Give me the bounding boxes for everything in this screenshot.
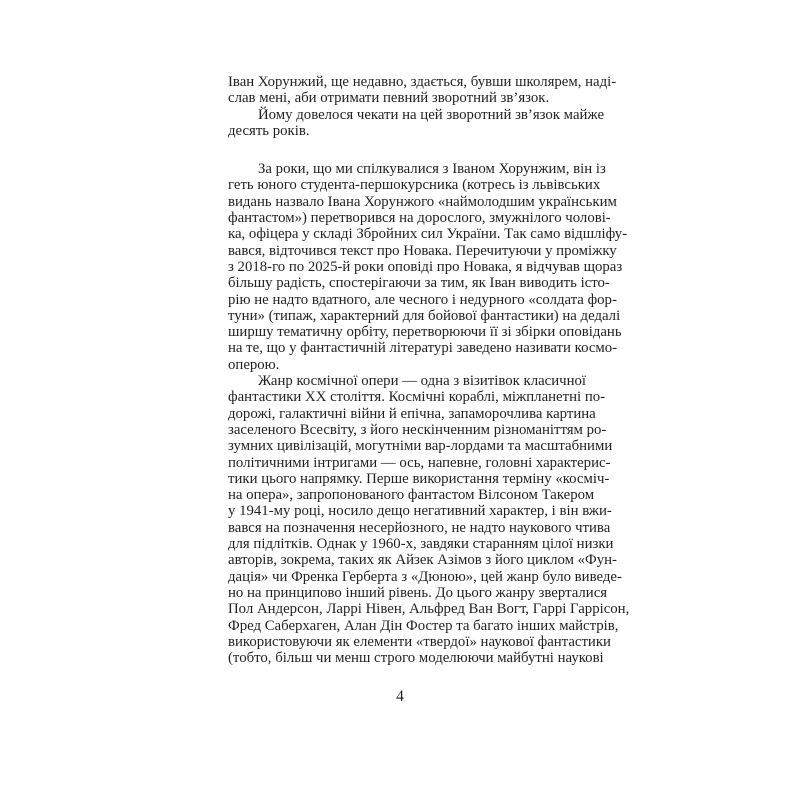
text-line: дація» чи Френка Герберта з «Дюною», цей жанр було виведе-	[228, 568, 622, 585]
text-line: Жанр космічної опери — одна з візитівок класичної	[258, 373, 587, 390]
text-line: у 1941-му році, носило дещо негативний характер, і він вжи-	[228, 503, 612, 520]
text-line: фантастом») перетворився на дорослого, змужнілого чолові-	[228, 210, 611, 227]
text-line: геть юного студента-першокурсника (котресь із львівських	[228, 177, 601, 194]
text-line: Іван Хорунжий, ще недавно, здається, бувши школярем, наді-	[228, 74, 617, 90]
text-line: на опера», запропонованого фантастом Вілсоном Такером	[228, 487, 595, 504]
text-line: з 2018-го по 2025-й роки оповіді про Новака, я відчував щораз	[228, 258, 623, 275]
text-line: вався на позначення несерйозного, не надто наукового чтива	[228, 519, 611, 536]
paragraph-gap	[228, 139, 573, 161]
text-line: зумних цивілізацій, могутніми вар-лордами та масштабними	[228, 438, 613, 455]
text-line: вався, відточився текст про Новака. Перечитуючи у проміжку	[228, 242, 617, 259]
paragraph	[228, 161, 628, 373]
text-line: заселеного Всесвіту, з його нескінченним різноманіттям ро-	[228, 421, 607, 438]
text-line: більшу радість, спостерігаючи за тим, як Іван виводить істо-	[228, 275, 610, 292]
text-line: фантастики XX століття. Космічні кораблі, міжпланетні по-	[228, 389, 606, 406]
text-line: рію не надто вдатного, але чесного і недурного «солдата фор-	[228, 291, 617, 308]
text-line: авторів, зокрема, таких як Айзек Азімов з його циклом «Фун-	[228, 552, 617, 569]
text-line: на те, що у фантастичній літературі заведено називати космо-	[228, 340, 618, 357]
text-line: (тобто, більш чи менш строго моделюючи майбутні наукові	[228, 650, 604, 667]
text-line: За роки, що ми спілкувалися з Іваном Хорунжим, він із	[258, 161, 606, 178]
text-line: Фред Саберхаген, Алан Дін Фостер та багато інших майстрів,	[228, 617, 619, 634]
page-body	[228, 74, 630, 667]
text-line: туни» (типаж, характерний для бойової фантастики) на дедалі	[228, 307, 621, 324]
text-line: використовуючи як елементи «твердої» наукової фантастики	[228, 633, 611, 650]
text-line: ка, офіцера у складі Збройних сил України. Так само відшліфу-	[228, 226, 628, 243]
paragraph	[228, 373, 630, 667]
paragraph	[228, 74, 617, 107]
text-line: Йому довелося чекати на цей зворотний зв’язок майже	[258, 106, 605, 123]
text-line: Пол Андерсон, Ларрі Нівен, Альфред Ван Вогт, Гаррі Гаррісон,	[228, 601, 630, 618]
text-line: дорожі, галактичні війни й епічна, запаморочлива картина	[228, 405, 596, 422]
text-line: но на принципово інший рівень. До цього жанру зверталися	[228, 584, 608, 601]
text-line: десять років.	[228, 122, 310, 139]
text-line: видань назвало Івана Хорунжого «наймолодшим українським	[228, 193, 617, 210]
paragraph	[228, 106, 605, 140]
text-line: для підлітків. Однак у 1960-х, завдяки старанням цілої низки	[228, 536, 614, 553]
text-line: політичними інтригами — ось, напевне, головні характерис-	[228, 454, 611, 471]
page-number: 4	[396, 688, 404, 705]
text-line: ширшу тематичну орбіту, перетворюючи її зі збірки оповідань	[228, 324, 622, 341]
text-line: слав мені, аби отримати певний зворотний зв’язок.	[228, 90, 550, 107]
text-line: тики цього напрямку. Перше використання терміну «косміч-	[228, 470, 610, 487]
text-line: оперою.	[228, 356, 280, 373]
